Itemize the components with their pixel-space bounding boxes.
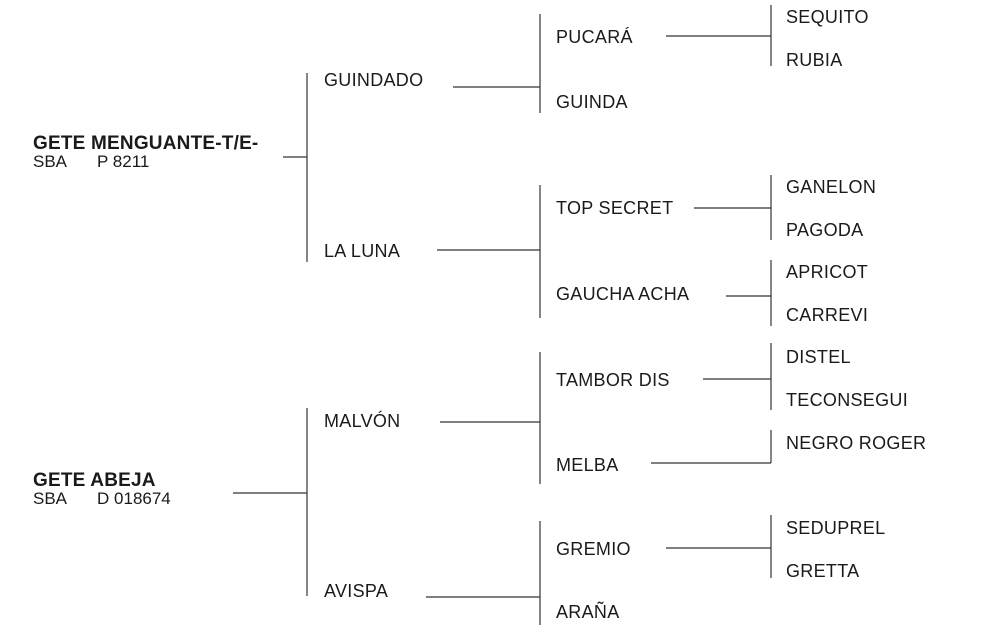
dam-name: LA LUNA: [324, 241, 401, 261]
granddam-name: GAUCHA ACHA: [556, 284, 690, 304]
sire-name: GUINDADO: [324, 70, 424, 90]
great-granddam-name: PAGODA: [786, 220, 864, 240]
registry-label: SBA: [33, 152, 68, 171]
grandsire-name: TOP SECRET: [556, 198, 674, 218]
great-grandsire-name: APRICOT: [786, 262, 869, 282]
grandsire-name: PUCARÁ: [556, 27, 633, 47]
great-grandsire-name: SEQUITO: [786, 7, 869, 27]
grandsire-name: GREMIO: [556, 539, 631, 559]
root-registration: [33, 490, 171, 508]
great-grandsire-name: SEDUPREL: [786, 518, 886, 538]
registry-label: SBA: [33, 489, 68, 508]
sire-name: MALVÓN: [324, 411, 401, 431]
granddam-name: ARAÑA: [556, 602, 620, 622]
great-granddam-name: GRETTA: [786, 561, 860, 581]
great-granddam-name: RUBIA: [786, 50, 843, 70]
great-grandsire-name: NEGRO ROGER: [786, 433, 927, 453]
great-granddam-name: CARREVI: [786, 305, 869, 325]
great-grandsire-name: GANELON: [786, 177, 877, 197]
root-horse-name: GETE MENGUANTE-T/E-: [33, 133, 259, 154]
grandsire-name: TAMBOR DIS: [556, 370, 670, 390]
root-horse-name: GETE ABEJA: [33, 470, 156, 491]
registry-number: D 018674: [97, 489, 171, 508]
root-registration: [33, 153, 149, 171]
great-granddam-name: TECONSEGUI: [786, 390, 909, 410]
registry-number: P 8211: [97, 152, 150, 171]
great-grandsire-name: DISTEL: [786, 347, 851, 367]
granddam-name: MELBA: [556, 455, 619, 475]
dam-name: AVISPA: [324, 581, 389, 601]
granddam-name: GUINDA: [556, 92, 628, 112]
